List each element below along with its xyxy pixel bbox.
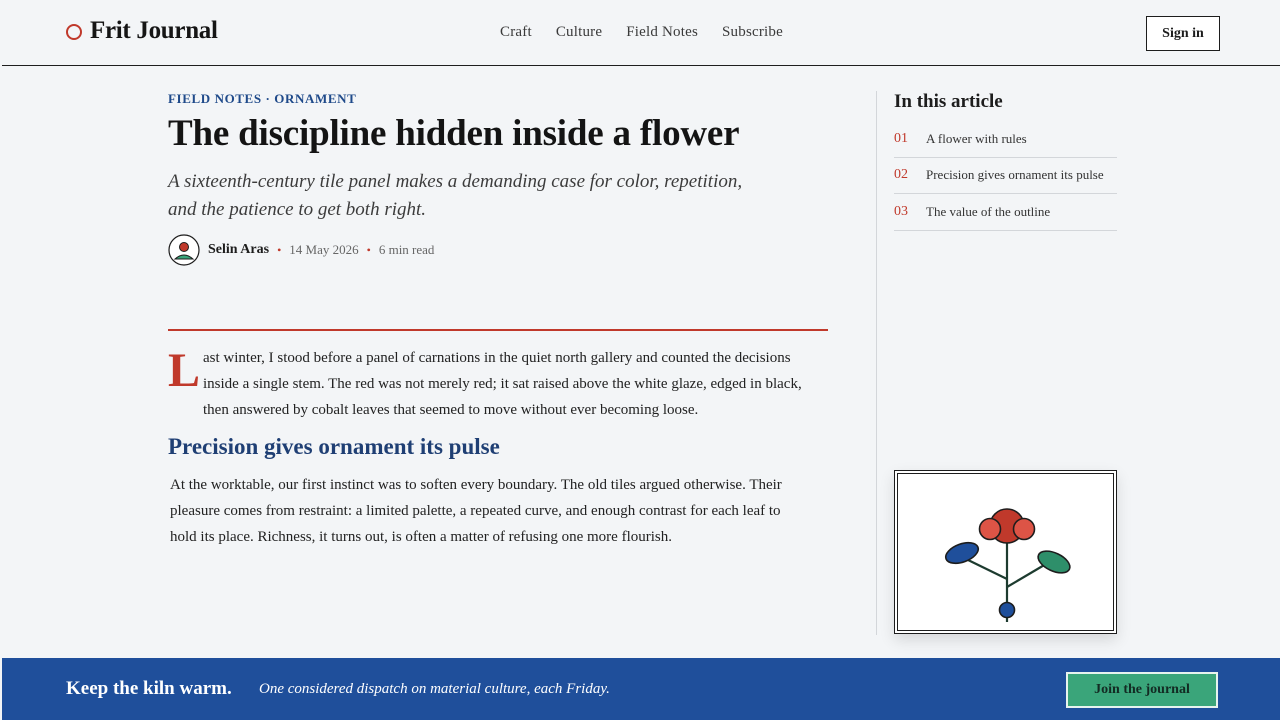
publish-date: 14 May 2026 (289, 242, 359, 257)
table-of-contents (894, 121, 1117, 231)
toc-number: 03 (894, 203, 908, 219)
nav-craft[interactable]: Craft (500, 24, 532, 40)
toc-label: Precision gives ornament its pulse (926, 167, 1104, 183)
banner-subtitle: One considered dispatch on material culture, each Friday. (259, 681, 610, 697)
join-journal-button[interactable]: Join the journal (1066, 672, 1218, 708)
byline (168, 234, 434, 266)
article-paragraph-2: At the worktable, our first instinct was to soften every boundary. The old tiles argued otherwise. Their pleasure comes from restraint: a limited palette, a repeated curve, and enough contrast for each leaf to hold its place. Richness, it turns out, is often a matter of refusing one more flourish. (170, 477, 782, 545)
article-divider (168, 329, 828, 331)
nav-field-notes[interactable]: Field Notes (626, 24, 699, 40)
drop-cap: L (168, 344, 201, 397)
logo-text: Frit Journal (90, 17, 218, 44)
separator-dot: • (277, 242, 282, 257)
toc-item (894, 158, 1117, 195)
article-dek: A sixteenth-century tile panel makes a demanding case for color, repetition, and the patience to get both right. (168, 171, 743, 220)
toc-label: The value of the outline (926, 203, 1051, 219)
banner-title: Keep the kiln warm. (66, 678, 232, 699)
nav-culture[interactable]: Culture (555, 24, 603, 40)
article-title: The discipline hidden inside a flower (168, 113, 740, 154)
paragraph-text: ast winter, I stood before a panel of carnations in the quiet north gallery and counted the decisions inside a single stem. The red was not merely red; it sat raised above the white glaze, edged in black, then answered by cobalt leaves that seemed to move without ever becoming loose. (203, 350, 802, 418)
toc-label: A flower with rules (926, 130, 1027, 146)
toc-link-1[interactable] (894, 121, 1117, 157)
section-heading: Precision gives ornament its pulse (168, 434, 500, 459)
toc-title: In this article (894, 91, 1003, 112)
article-kicker: FIELD NOTES · ORNAMENT (168, 91, 357, 106)
toc-item (894, 194, 1117, 231)
article-sidebar (876, 91, 1136, 635)
tile-illustration (894, 470, 1117, 634)
toc-number: 01 (894, 130, 908, 146)
toc-number: 02 (894, 167, 908, 183)
tile-frame (897, 473, 1114, 631)
newsletter-banner (2, 658, 1280, 720)
toc-link-2[interactable] (894, 158, 1117, 194)
toc-item (894, 121, 1117, 158)
nav-subscribe[interactable]: Subscribe (722, 24, 783, 40)
sign-in-button[interactable]: Sign in (1146, 16, 1220, 51)
circle-logo-icon (66, 24, 82, 40)
carnation-tile-image (898, 474, 1115, 632)
main-nav (500, 24, 807, 41)
site-logo[interactable] (66, 17, 218, 45)
author-avatar[interactable] (168, 234, 200, 266)
article-paragraph-1 (168, 345, 808, 423)
separator-dot: • (366, 242, 371, 257)
site-header (2, 0, 1280, 66)
toc-link-3[interactable] (894, 194, 1117, 230)
author-name[interactable]: Selin Aras (208, 242, 270, 257)
read-time: 6 min read (378, 242, 435, 257)
